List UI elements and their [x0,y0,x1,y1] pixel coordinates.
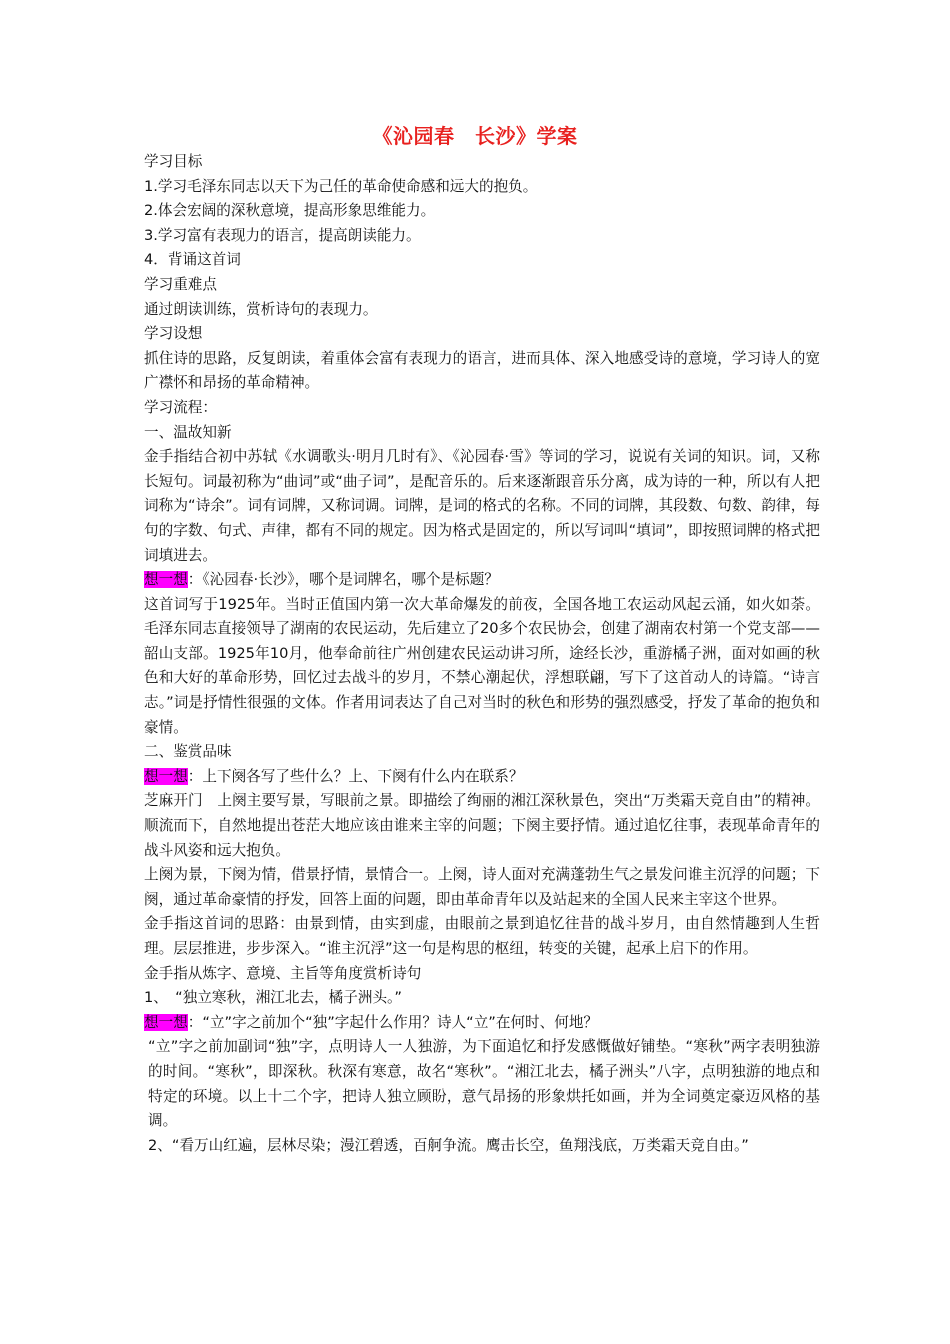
body-paragraph [144,322,820,347]
think-highlight: 想一想 [144,571,188,589]
paragraph-text: 学习目标 [144,153,203,170]
body-paragraph [144,273,820,298]
paragraph-text: 学习重难点 [144,275,217,293]
body-paragraph [144,1134,820,1159]
body-paragraph [144,789,820,863]
paragraph-text: “立”字之前加副词“独”字，点明诗人一人独游，为下面追忆和抒发感慨做好铺垫。“寒秋”两字表明独游的时间。“寒秋”，即深秋。秋深有寒意，故名“寒秋”。“湘江北去，橘子洲头”八字，点明独游的地点和特定的环境。以上十二个字，把诗人独立顾盼，意气昂扬的形象烘托如画，并为全词奠定豪迈风格的基调。 [148,1038,820,1130]
body-paragraph [144,445,820,568]
think-highlight: 想一想 [144,1013,188,1031]
think-highlight: 想一想 [144,767,188,785]
paragraph-text: 二、鉴赏品味 [144,743,232,761]
question-paragraph [144,1011,820,1036]
document-body [144,150,820,1158]
body-paragraph [144,421,820,446]
paragraph-text: 学习设想 [144,325,203,343]
paragraph-text: 这首词写于1925年。当时正值国内第一次大革命爆发的前夜，全国各地工农运动风起云涌，如火如荼。毛泽东同志直接领导了湖南的农民运动，先后建立了20多个农民协会，创建了湖南农村第一个党支部——韶山支部。1925年10月，他奉命前往广州创建农民运动讲习所，途经长沙，重游橘子洲，面对如画的秋色和大好的革命形势，回忆过去战斗的岁月，不禁心潮起伏，浮想联翩，写下了这首动人的诗篇。“诗言志。”词是抒情性很强的文体。作者用词表达了自己对当时的秋色和形势的强烈感受，抒发了革命的抱负和豪情。 [144,595,820,736]
paragraph-text: 学习流程： [144,398,217,416]
body-paragraph [144,863,820,912]
paragraph-text: 3.学习富有表现力的语言，提高朗读能力。 [144,226,421,244]
document-title: 《沁园春 长沙》学案 [372,124,578,148]
body-paragraph [144,175,820,200]
paragraph-text: ：“立”字之前加个“独”字起什么作用？诗人“立”在何时、何地？ [187,1013,599,1031]
paragraph-text: ：上下阕各写了些什么？上、下阕有什么内在联系？ [187,767,524,785]
question-paragraph [144,765,820,790]
body-paragraph [144,593,820,741]
paragraph-text: 芝麻开门 上阕主要写景，写眼前之景。即描绘了绚丽的湘江深秋景色，突出“万类霜天竞自由”的精神。顺流而下，自然地提出苍茫大地应该由谁来主宰的问题；下阕主要抒情。通过追忆往事，表现革命青年的战斗风姿和远大抱负。 [144,792,820,859]
body-paragraph [144,199,820,224]
question-paragraph [144,568,820,593]
body-paragraph [144,248,820,273]
paragraph-text: 上阕为景，下阕为情，借景抒情，景情合一。上阕，诗人面对充满蓬勃生气之景发问谁主沉浮的问题；下阕，通过革命豪情的抒发，回答上面的问题，即由革命青年以及站起来的全国人民来主宰这个世界。 [144,866,820,908]
body-paragraph [144,298,820,323]
body-paragraph [144,912,820,961]
paragraph-text: 1.学习毛泽东同志以天下为己任的革命使命感和远大的抱负。 [144,177,538,195]
paragraph-text: 1、 “独立寒秋，湘江北去，橘子洲头。” [144,989,402,1007]
body-paragraph [144,396,820,421]
paragraph-text: 金手指这首词的思路：由景到情，由实到虚，由眼前之景到追忆往昔的战斗岁月，由自然情趣到人生哲理。层层推进，步步深入。“谁主沉浮”这一句是构思的枢纽，转变的关键，起承上启下的作用。 [144,915,820,957]
body-paragraph [144,986,820,1011]
paragraph-text: 金手指从炼字、意境、主旨等角度赏析诗句 [144,964,422,982]
body-paragraph [144,1035,820,1133]
body-paragraph [144,962,820,987]
paragraph-text: 一、温故知新 [144,423,232,441]
paragraph-text: 金手指结合初中苏轼《水调歌头·明月几时有》、《沁园春·雪》等词的学习，说说有关词的知识。词，又称长短句。词最初称为“曲词”或“曲子词”，是配音乐的。后来逐渐跟音乐分离，成为诗的一种，所以有人把词称为“诗余”。词有词牌，又称词调。词牌，是词的格式的名称。不同的词牌，其段数、句数、韵律，每句的字数、句式、声律，都有不同的规定。因为格式是固定的，所以写词叫“填词”，即按照词牌的格式把词填进去。 [144,448,820,564]
paragraph-text: 2、“看万山红遍，层林尽染；漫江碧透，百舸争流。鹰击长空，鱼翔浅底，万类霜天竞自由。” [148,1136,749,1154]
paragraph-text: ：《沁园春·长沙》，哪个是词牌名，哪个是标题？ [187,571,499,589]
paragraph-text: 2.体会宏阔的深秋意境，提高形象思维能力。 [144,202,436,220]
paragraph-text: 4．背诵这首词 [144,251,241,269]
body-paragraph [144,224,820,249]
body-paragraph [144,347,820,396]
body-paragraph [144,150,820,175]
paragraph-text: 抓住诗的思路，反复朗读，着重体会富有表现力的语言，进而具体、深入地感受诗的意境，学习诗人的宽广襟怀和昂扬的革命精神。 [144,349,820,392]
body-paragraph [144,740,820,765]
paragraph-text: 通过朗读训练，赏析诗句的表现力。 [144,300,378,318]
